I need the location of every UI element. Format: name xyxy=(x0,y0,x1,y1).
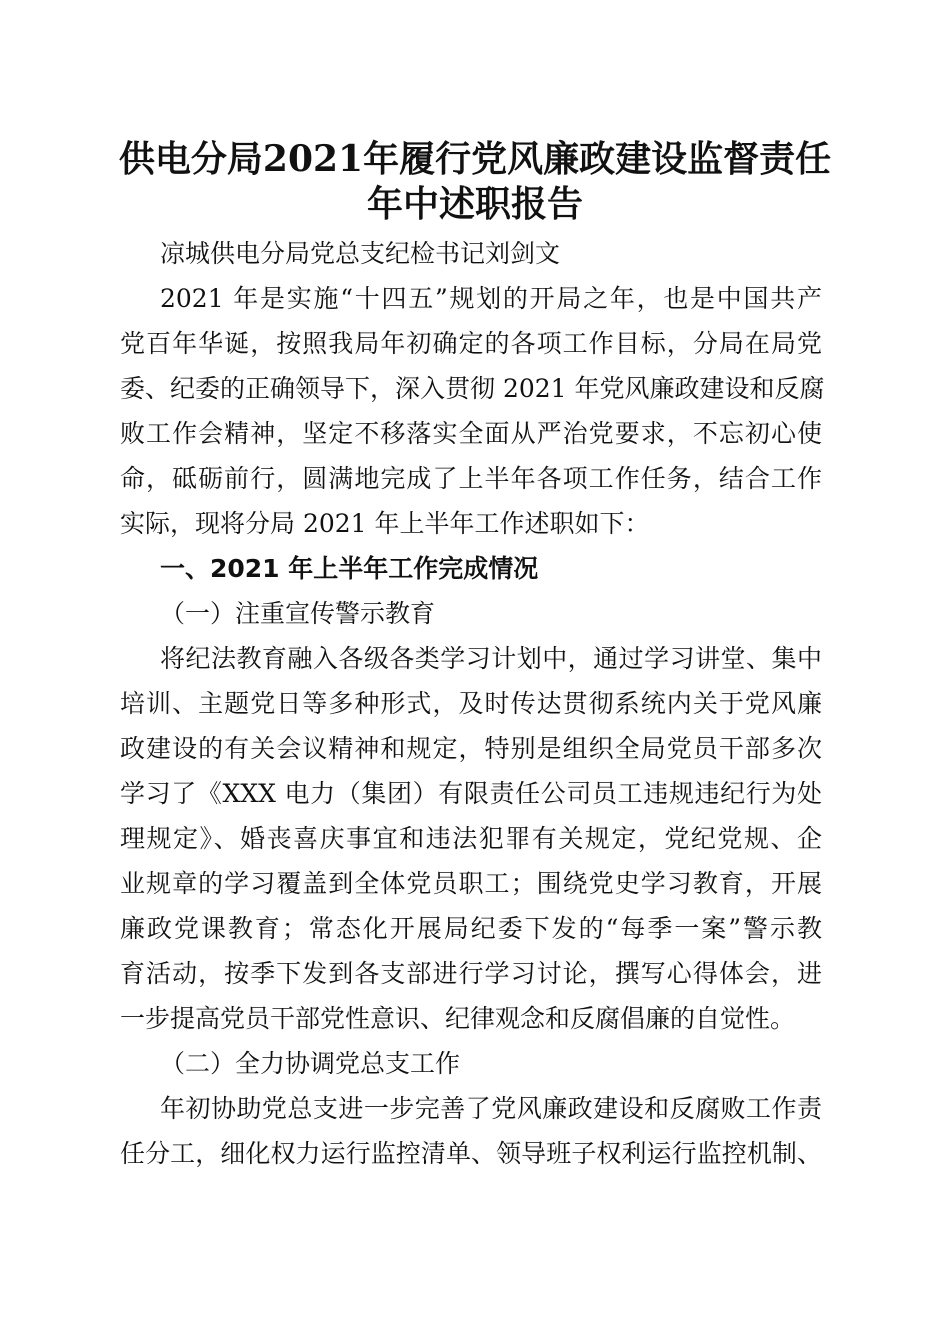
subsection-heading: （二）全力协调党总支工作 xyxy=(160,1049,461,1078)
paragraph-line: 一步提高党员干部党性意识、纪律观念和反腐倡廉的自觉性。 xyxy=(120,1004,796,1033)
intro-line: 党百年华诞，按照我局年初确定的各项工作目标，分局在局党 xyxy=(120,329,822,358)
paragraph-line: 育活动，按季下发到各支部进行学习讨论，撰写心得体会，进 xyxy=(120,959,822,988)
document-body xyxy=(120,231,825,1176)
paragraph-line: 将纪法教育融入各级各类学习计划中，通过学习讲堂、集中 xyxy=(160,644,822,673)
paragraph-line: 任分工，细化权力运行监控清单、领导班子权利运行监控机制、 xyxy=(120,1139,822,1168)
paragraph-line: 业规章的学习覆盖到全体党员职工；围绕党史学习教育，开展 xyxy=(120,869,822,898)
author-line: 凉城供电分局党总支纪检书记刘剑文 xyxy=(160,239,561,268)
subsection-heading: （一）注重宣传警示教育 xyxy=(160,599,436,628)
paragraph-line: 理规定》、婚丧喜庆事宜和违法犯罪有关规定，党纪党规、企 xyxy=(120,824,822,853)
paragraph-line: 廉政党课教育；常态化开展局纪委下发的“每季一案”警示教 xyxy=(120,914,822,943)
intro-line: 败工作会精神，坚定不移落实全面从严治党要求，不忘初心使 xyxy=(120,419,822,448)
document-title-line-2: 年中述职报告 xyxy=(366,183,583,225)
intro-line: 命，砥砺前行，圆满地完成了上半年各项工作任务，结合工作 xyxy=(120,464,822,493)
document-title-line-1: 供电分局2021年履行党风廉政建设监督责任 xyxy=(118,138,832,180)
section-heading: 一、2021 年上半年工作完成情况 xyxy=(160,554,539,583)
intro-line: 实际，现将分局 2021 年上半年工作述职如下： xyxy=(120,509,650,538)
paragraph-line: 培训、主题党日等多种形式，及时传达贯彻系统内关于党风廉 xyxy=(120,689,822,718)
intro-line: 委、纪委的正确领导下，深入贯彻 2021 年党风廉政建设和反腐 xyxy=(120,374,825,403)
paragraph-line: 学习了《XXX 电力（集团）有限责任公司员工违规违纪行为处 xyxy=(120,779,822,808)
intro-line: 2021 年是实施“十四五”规划的开局之年，也是中国共产 xyxy=(160,284,822,313)
paragraph-line: 年初协助党总支进一步完善了党风廉政建设和反腐败工作责 xyxy=(160,1094,822,1123)
paragraph-line: 政建设的有关会议精神和规定，特别是组织全局党员干部多次 xyxy=(120,734,822,763)
